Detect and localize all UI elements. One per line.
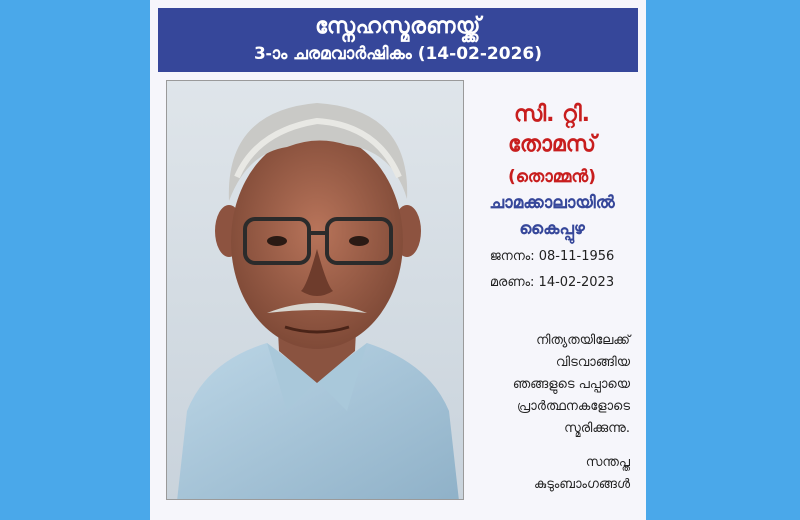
family-line: സന്തപ്ത — [585, 455, 630, 470]
death-date: മരണം: 14-02-2023 — [489, 275, 615, 290]
message-line: പ്രാർത്ഥനകളോടെ — [517, 399, 630, 414]
place-name: കൈപ്പുഴ — [519, 219, 585, 239]
header-subtitle: 3-ാം ചരമവാർഷികം (14-02-2026) — [253, 44, 542, 64]
message-line: വിടവാങ്ങിയ — [555, 355, 630, 370]
person-name-line2: തോമസ് — [508, 132, 596, 157]
portrait-photo — [166, 80, 464, 500]
message-line: ഞങ്ങളുടെ പപ്പായെ — [512, 377, 630, 392]
person-details — [472, 100, 632, 294]
message-line: നിത്യതയിലേക്ക് — [536, 333, 630, 348]
header-banner — [158, 8, 638, 72]
obituary-card — [150, 0, 646, 520]
header-title: സ്നേഹസ്മരണയ്ക്ക് — [315, 14, 481, 39]
family-signature — [472, 452, 630, 496]
person-nickname: (തൊമ്മൻ) — [508, 167, 596, 187]
birth-date: ജനനം: 08-11-1956 — [489, 249, 615, 264]
family-line: കുടുംബാംഗങ്ങൾ — [534, 477, 630, 492]
message-line: സ്മരിക്കുന്നു. — [564, 421, 630, 436]
house-name: ചാമക്കാലായിൽ — [489, 193, 615, 213]
person-name-line1: സി. റ്റി. — [514, 102, 590, 127]
remembrance-message — [472, 330, 630, 440]
